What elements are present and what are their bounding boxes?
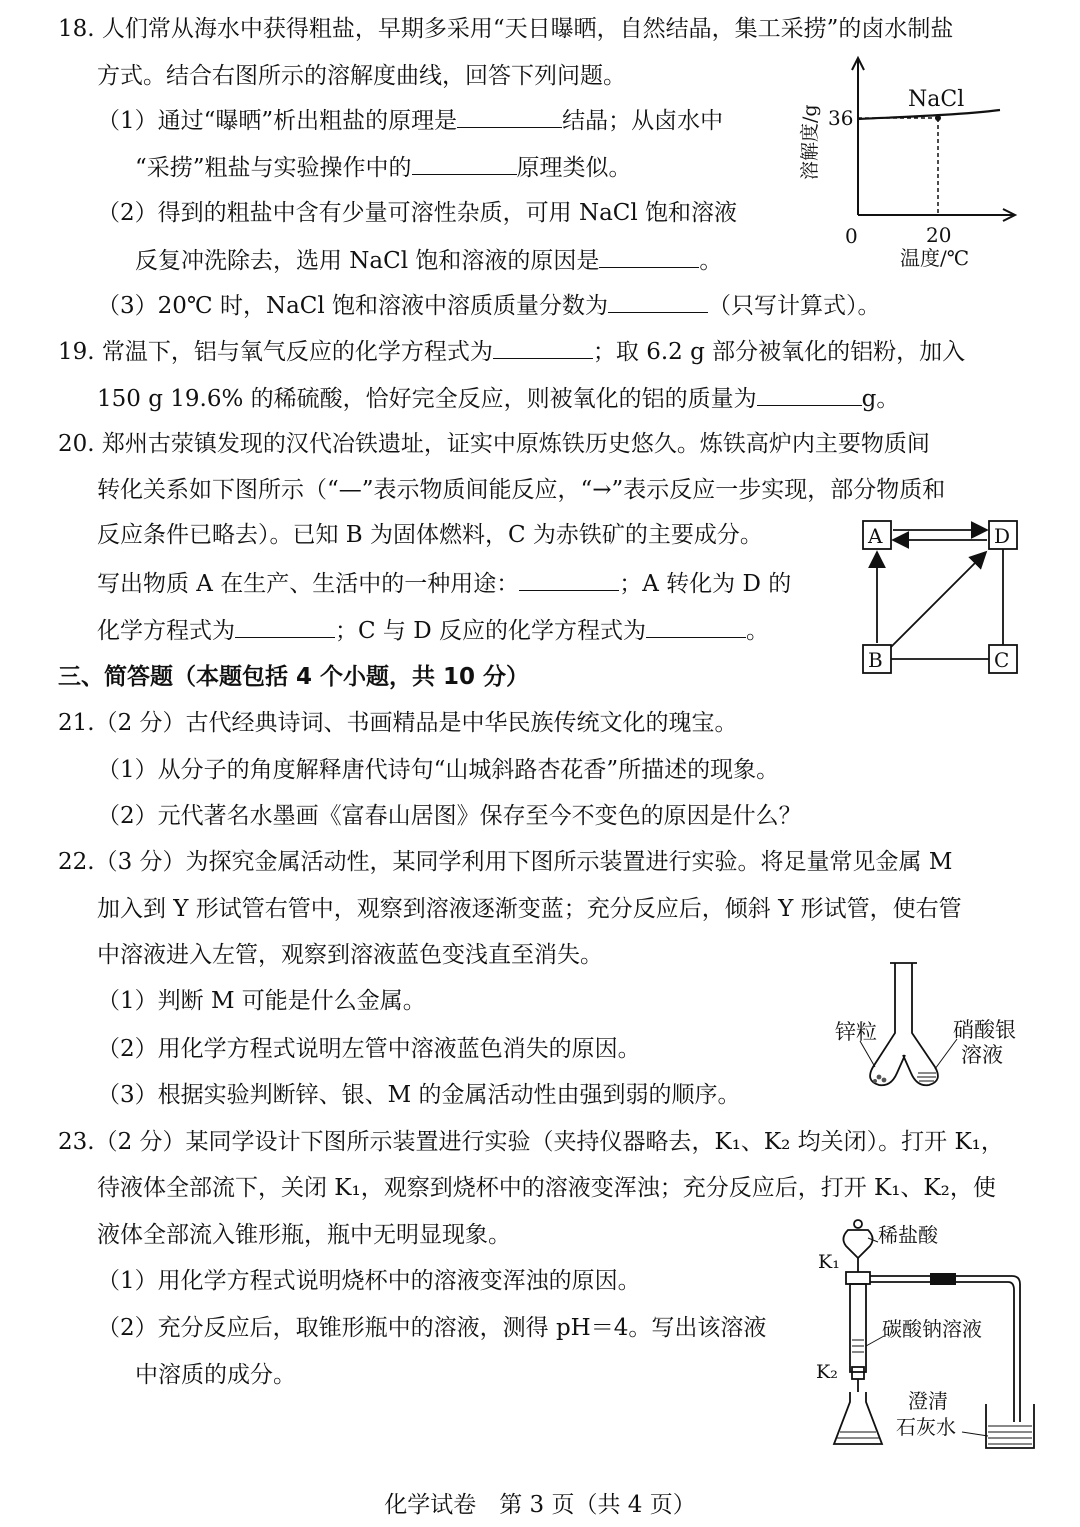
arrow-b-to-d <box>891 552 986 647</box>
reaction-tube <box>850 1284 866 1372</box>
q18-part2-line2: 反复冲洗除去，选用 NaCl 饱和溶液的原因是 。 <box>135 245 722 276</box>
answer-blank[interactable] <box>757 383 862 406</box>
q22-line1: 22.（3 分）为探究金属活动性，某同学利用下图所示装置进行实验。将足量常见金属 M <box>58 849 953 875</box>
x-axis-label: 温度/℃ <box>900 246 970 270</box>
q20-line4: 写出物质 A 在生产、生活中的一种用途： ；A 转化为 D 的 <box>97 568 791 599</box>
q22-line3: 中溶液进入左管，观察到溶液蓝色变浅直至消失。 <box>97 942 603 968</box>
separatory-funnel <box>843 1230 872 1258</box>
label-clear: 澄清 <box>908 1389 948 1413</box>
q23-line1: 23.（2 分）某同学设计下图所示装置进行实验（夹持仪器略去，K₁、K₂ 均关闭）。打开 K₁， <box>58 1129 1004 1155</box>
node-b: B <box>868 648 883 672</box>
q22-sub2: （2）用化学方程式说明左管中溶液蓝色消失的原因。 <box>97 1036 641 1062</box>
page-footer: 化学试卷 第 3 页（共 4 页） <box>384 1492 696 1518</box>
leader-line <box>935 1039 957 1069</box>
label-k1: K₁ <box>818 1251 840 1273</box>
q18-part2-line1: （2）得到的粗盐中含有少量可溶性杂质，可用 NaCl 饱和溶液 <box>97 200 738 226</box>
answer-blank[interactable] <box>235 615 335 638</box>
q20-line1: 20. 郑州古荥镇发现的汉代冶铁遗址，证实中原炼铁历史悠久。炼铁高炉内主要物质间 <box>58 431 930 457</box>
label-sodium-carbonate: 碳酸钠溶液 <box>882 1317 982 1341</box>
q19-line2: 150 g 19.6% 的稀硫酸，恰好完全反应，则被氧化的铝的质量为 g。 <box>97 383 899 414</box>
label-silver-nitrate: 硝酸银 <box>953 1018 1016 1042</box>
q23-line2: 待液体全部流下，关闭 K₁，观察到烧杯中的溶液变浑浊；充分反应后，打开 K₁、K₂，使 <box>97 1175 996 1201</box>
zinc-granule <box>873 1079 877 1083</box>
leader-line <box>860 1041 875 1067</box>
conversion-diagram <box>855 515 1025 686</box>
leader-line <box>962 1432 988 1436</box>
answer-blank[interactable] <box>519 568 619 591</box>
answer-blank[interactable] <box>608 290 708 313</box>
solubility-chart <box>790 50 1030 286</box>
q23-sub2-line1: （2）充分反应后，取锥形瓶中的溶液，测得 pH＝4。写出该溶液 <box>97 1315 767 1341</box>
label-limewater: 石灰水 <box>896 1415 956 1439</box>
limewater-liquid <box>988 1426 1032 1444</box>
y-axis-label: 溶解度/g <box>799 104 821 180</box>
node-c: C <box>994 648 1010 672</box>
label-hydrochloric-acid: 稀盐酸 <box>878 1223 938 1247</box>
node-a: A <box>868 524 883 548</box>
q23-line3: 液体全部流入锥形瓶，瓶中无明显现象。 <box>97 1222 511 1248</box>
q20-line5: 化学方程式为 ；C 与 D 反应的化学方程式为 。 <box>97 615 769 646</box>
label-solution: 溶液 <box>961 1043 1003 1067</box>
q18-line1: 18. 人们常从海水中获得粗盐，早期多采用“天日曝晒，自然结晶，集工采捞”的卤水制盐 <box>58 16 954 42</box>
label-zinc: 锌粒 <box>835 1020 877 1044</box>
k1-valve-stopper <box>846 1272 870 1284</box>
answer-blank[interactable] <box>457 105 562 128</box>
y-tick-label: 36 <box>828 106 854 130</box>
q21-line1: 21.（2 分）古代经典诗词、书画精品是中华民族传统文化的瑰宝。 <box>58 710 738 736</box>
funnel-stopper <box>854 1220 862 1228</box>
q21-sub1: （1）从分子的角度解释唐代诗句“山城斜路杏花香”所描述的现象。 <box>97 757 780 783</box>
conical-flask <box>834 1392 882 1444</box>
answer-blank[interactable] <box>599 245 699 268</box>
rubber-connector <box>930 1273 956 1285</box>
q19-line1: 19. 常温下，铝与氧气反应的化学方程式为 ；取 6.2 g 部分被氧化的铝粉，加入 <box>58 336 965 367</box>
q18-part3: （3）20℃ 时，NaCl 饱和溶液中溶质质量分数为 （只写计算式）。 <box>97 290 881 321</box>
q23-sub2-line2: 中溶质的成分。 <box>135 1362 296 1388</box>
flask-liquid <box>837 1432 879 1438</box>
q18-line2: 方式。结合右图所示的溶解度曲线，回答下列问题。 <box>97 63 626 89</box>
right-tube-outer <box>903 963 938 1085</box>
y-tube-figure <box>835 955 1035 1101</box>
node-d: D <box>994 524 1011 548</box>
q21-sub2: （2）元代著名水墨画《富春山居图》保存至今不变色的原因是什么？ <box>97 803 802 829</box>
silver-nitrate-liquid <box>917 1073 936 1081</box>
series-label: NaCl <box>908 87 965 112</box>
answer-blank[interactable] <box>646 615 746 638</box>
q22-sub1: （1）判断 M 可能是什么金属。 <box>97 988 426 1014</box>
zinc-granule <box>882 1078 887 1083</box>
x-tick-label: 20 <box>926 223 952 247</box>
q18-part1-line2: “采捞”粗盐与实验操作中的 原理类似。 <box>135 152 632 183</box>
label-k2: K₂ <box>816 1361 838 1383</box>
answer-blank[interactable] <box>493 336 593 359</box>
apparatus-figure <box>812 1212 1042 1463</box>
q20-line3: 反应条件已略去）。已知 B 为固体燃料，C 为赤铁矿的主要成分。 <box>97 522 763 548</box>
q22-line2: 加入到 Y 形试管右管中，观察到溶液逐渐变蓝；充分反应后，倾斜 Y 形试管，使右管 <box>97 896 962 922</box>
q20-line2: 转化关系如下图所示（“—”表示物质间能反应，“→”表示反应一步实现，部分物质和 <box>97 477 946 503</box>
origin-label: 0 <box>845 224 858 248</box>
k2-valve <box>852 1367 864 1379</box>
q22-sub3: （3）根据实验判断锌、银、M 的金属活动性由强到弱的顺序。 <box>97 1082 741 1108</box>
zinc-granule <box>877 1075 882 1080</box>
q18-part1-line1: （1）通过“曝晒”析出粗盐的原理是 结晶；从卤水中 <box>97 105 723 136</box>
q23-sub1: （1）用化学方程式说明烧杯中的溶液变浑浊的原因。 <box>97 1268 641 1294</box>
section-heading: 三、简答题（本题包括 4 个小题，共 10 分） <box>58 664 530 690</box>
data-point <box>935 115 941 121</box>
answer-blank[interactable] <box>412 152 517 175</box>
sodium-carbonate-liquid <box>852 1340 864 1352</box>
